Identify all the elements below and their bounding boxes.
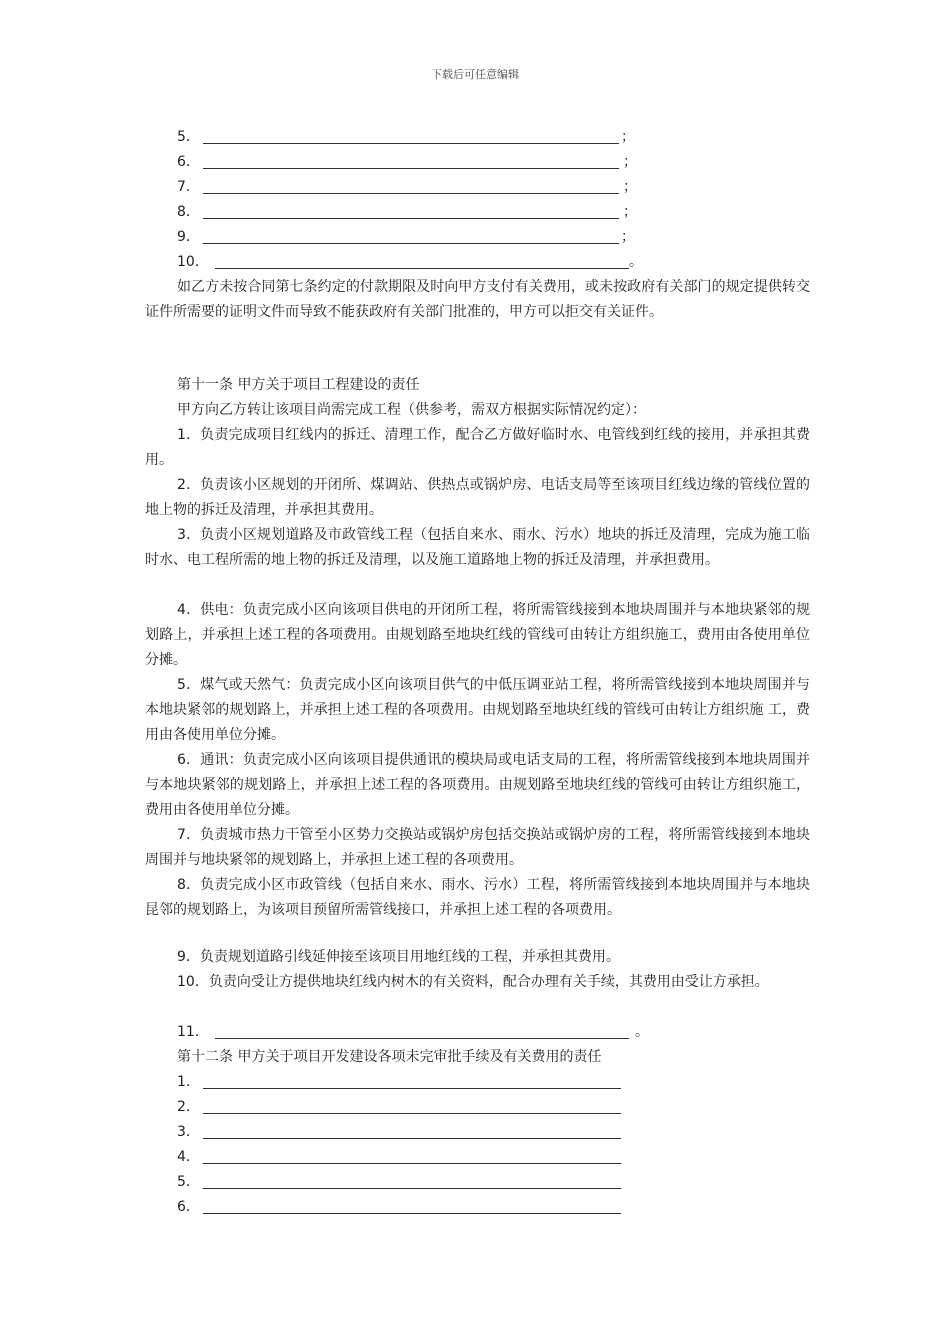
- article-11-item: 7．负责城市热力干管至小区势力交换站或锅炉房包括交换站或锅炉房的工程，将所需管线接到本地块周围并与地块紧邻的规划路上，并承担上述工程的各项费用。: [145, 827, 810, 868]
- item-number: 3．: [177, 1124, 200, 1140]
- item-punct: 。: [629, 254, 643, 270]
- item-number: 11．: [177, 1024, 209, 1040]
- article-11-intro: 甲方向乙方转让该项目尚需完成工程（供参考，需双方根据实际情况约定）：: [177, 402, 646, 418]
- fill-in-line: [203, 218, 619, 219]
- fill-in-line: [203, 1113, 621, 1114]
- blank-item: [145, 1170, 810, 1195]
- article-11-item: 9．负责规划道路引线延伸接至该项目用地红线的工程，并承担其费用。: [177, 949, 620, 965]
- fill-in-line: [215, 1038, 629, 1039]
- blank-item: [145, 250, 810, 275]
- fill-in-line: [203, 243, 619, 244]
- fill-in-line: [203, 1213, 621, 1214]
- fill-in-line: [203, 193, 619, 194]
- article-11-item: 3．负责小区规划道路及市政管线工程（包括自来水、雨水、污水）地块的拆迁及清理，完成为施工临时水、电工程所需的地上物的拆迁及清理，以及施工道路地上物的拆迁及清理，并承担费用。: [145, 527, 810, 568]
- item-punct: 。: [635, 1024, 649, 1040]
- fill-in-line: [203, 143, 619, 144]
- blank-item: [145, 1070, 810, 1095]
- item-number: 9．: [177, 229, 200, 245]
- fill-in-line: [203, 1163, 621, 1164]
- article-11-item: 6．通讯：负责完成小区向该项目提供通讯的模块局或电话支局的工程，将所需管线接到本地块周围并与本地块紧邻的规划路上，并承担上述工程的各项费用。由规划路至地块红线的管线可由转让方组织施工，费用由各使用单位分摊。: [145, 752, 810, 818]
- article-11-item: 1．负责完成项目红线内的拆迁、清理工作，配合乙方做好临时水、电管线到红线的接用，并承担其费用。: [145, 427, 810, 468]
- article-11-item: 2．负责该小区规划的开闭所、煤调站、供热点或锅炉房、电话支局等至该项目红线边缘的管线位置的地上物的拆迁及清理，并承担其费用。: [145, 477, 810, 518]
- item-punct: ；: [621, 129, 635, 145]
- paragraph-payment: 如乙方未按合同第七条约定的付款期限及时向甲方支付有关费用，或未按政府有关部门的规定提供转交证件所需要的证明文件而导致不能获政府有关部门批准的，甲方可以拒交有关证件。: [145, 279, 810, 320]
- item-number: 5．: [177, 1174, 200, 1190]
- item-punct: ；: [623, 204, 637, 220]
- article-12-title: 第十二条 甲方关于项目开发建设各项未完审批手续及有关费用的责任: [177, 1049, 602, 1065]
- article-11-item-11: [145, 1020, 810, 1045]
- blank-item: [145, 1095, 810, 1120]
- item-number: 6．: [177, 154, 200, 170]
- blank-item: [145, 150, 810, 175]
- article-11-item: 4．供电：负责完成小区向该项目供电的开闭所工程，将所需管线接到本地块周围并与本地块紧邻的规划路上，并承担上述工程的各项费用。由规划路至地块红线的管线可由转让方组织施工，费用由各使用单位分摊。: [145, 602, 810, 668]
- item-number: 1．: [177, 1074, 200, 1090]
- blank-item: [145, 200, 810, 225]
- fill-in-line: [203, 1088, 621, 1089]
- article-11-item: 5．煤气或天然气：负责完成小区向该项目供气的中低压调亚站工程，将所需管线接到本地块周围并与本地块紧邻的规划路上，并承担上述工程的各项费用。由规划路至地块红线的管线可由转让方组织施 工，费用由各使用单位分摊。: [145, 677, 810, 743]
- item-number: 6．: [177, 1199, 200, 1215]
- blank-item: [145, 1145, 810, 1170]
- blank-item: [145, 175, 810, 200]
- item-number: 4．: [177, 1149, 200, 1165]
- blank-item: [145, 125, 810, 150]
- fill-in-line: [203, 1138, 621, 1139]
- item-punct: ；: [623, 154, 637, 170]
- article-11-item: 8．负责完成小区市政管线（包括自来水、雨水、污水）工程，将所需管线接到本地块周围并与本地块昆邻的规划路上，为该项目预留所需管线接口，并承担上述工程的各项费用。: [145, 877, 810, 918]
- blank-item: [145, 1195, 810, 1220]
- item-number: 8．: [177, 204, 200, 220]
- item-number: 7．: [177, 179, 200, 195]
- item-punct: ；: [621, 229, 635, 245]
- fill-in-line: [203, 1188, 621, 1189]
- article-11-title: 第十一条 甲方关于项目工程建设的责任: [177, 377, 420, 393]
- page-header: 下载后可任意编辑: [431, 68, 519, 81]
- item-punct: ；: [623, 179, 637, 195]
- fill-in-line: [215, 268, 629, 269]
- item-number: 2．: [177, 1099, 200, 1115]
- blank-item: [145, 1120, 810, 1145]
- blank-item: [145, 225, 810, 250]
- fill-in-line: [203, 168, 619, 169]
- item-number: 10．: [177, 254, 209, 270]
- article-11-item: 10．负责向受让方提供地块红线内树木的有关资料，配合办理有关手续，其费用由受让方承担。: [177, 974, 769, 990]
- item-number: 5．: [177, 129, 200, 145]
